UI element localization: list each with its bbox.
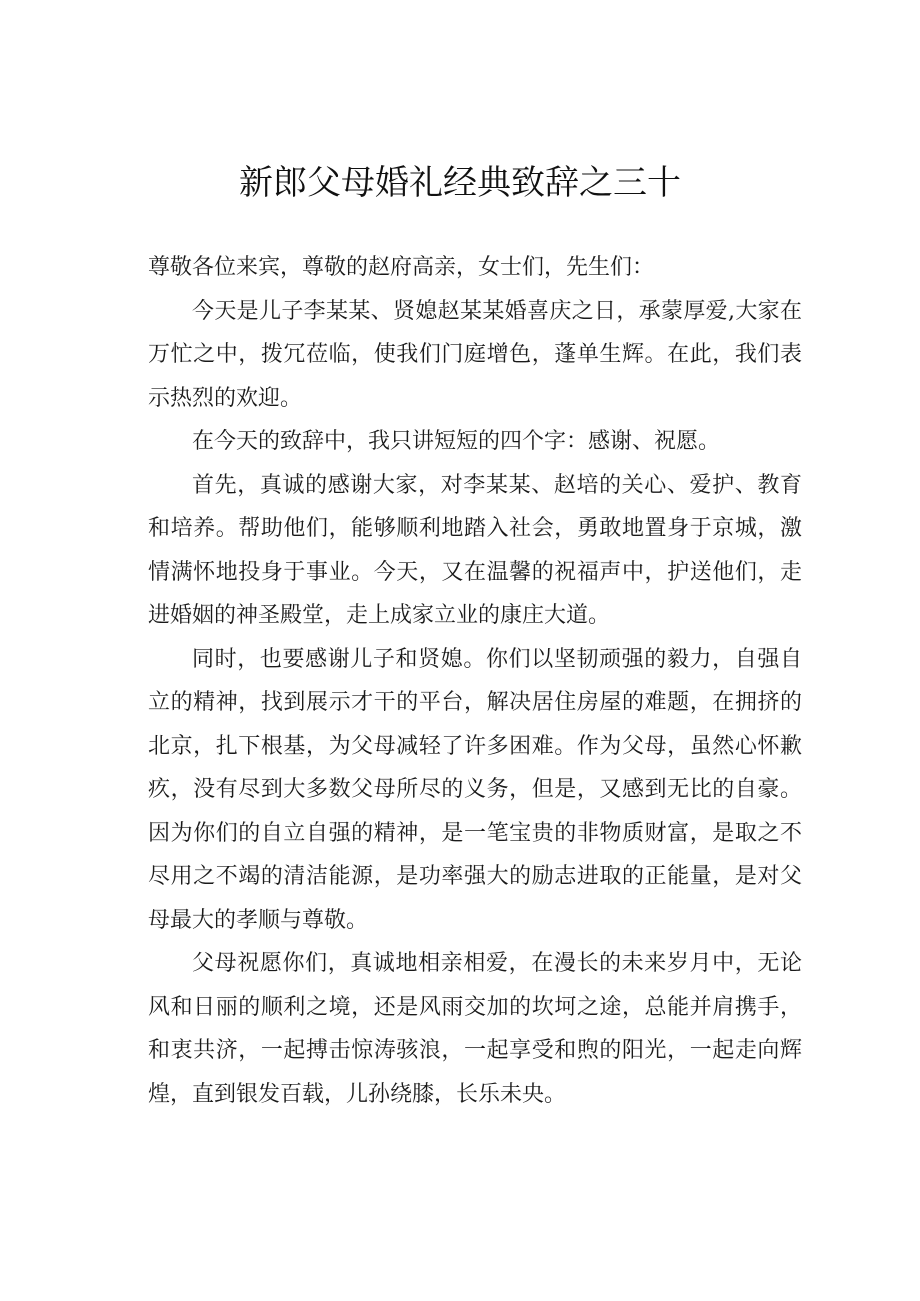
paragraph-theme: 在今天的致辞中，我只讲短短的四个字：感谢、祝愿。 [192, 429, 721, 454]
document-title: 新郎父母婚礼经典致辞之三十 [239, 163, 681, 203]
salutation-line: 尊敬各位来宾，尊敬的赵府高亲，女士们，先生们： [148, 255, 655, 280]
paragraph-thanks-children: 同时，也要感谢儿子和贤媳。你们以坚韧顽强的毅力，自强自立的精神，找到展示才干的平台，解决居住房屋的难题，在拥挤的北京，扎下根基，为父母减轻了许多困难。作为父母，虽然心怀歉疚，没有尽到大多数父母所尽的义务，但是，又感到无比的自豪。因为你们的自立自强的精神，是一笔宝贵的非物质财富，是取之不尽用之不竭的清洁能源，是功率强大的励志进取的正能量，是对父母最大的孝顺与尊敬。 [148, 646, 802, 933]
document-body [148, 246, 802, 1116]
paragraph-welcome: 今天是儿子李某某、贤媳赵某某婚喜庆之日，承蒙厚爱,大家在万忙之中，拨冗莅临，使我们门庭增色，蓬单生辉。在此，我们表示热烈的欢迎。 [148, 298, 802, 411]
paragraph-blessing: 父母祝愿你们，真诚地相亲相爱，在漫长的未来岁月中，无论风和日丽的顺利之境，还是风雨交加的坎坷之途，总能并肩携手，和衷共济，一起搏击惊涛骇浪，一起享受和煦的阳光，一起走向辉煌，直到银发百载，儿孙绕膝，长乐未央。 [148, 951, 802, 1107]
paragraph-thanks-guests: 首先，真诚的感谢大家，对李某某、赵培的关心、爱护、教育和培养。帮助他们，能够顺利地踏入社会，勇敢地置身于京城，激情满怀地投身于事业。今天，又在温馨的祝福声中，护送他们，走进婚姻的神圣殿堂，走上成家立业的康庄大道。 [148, 472, 802, 628]
